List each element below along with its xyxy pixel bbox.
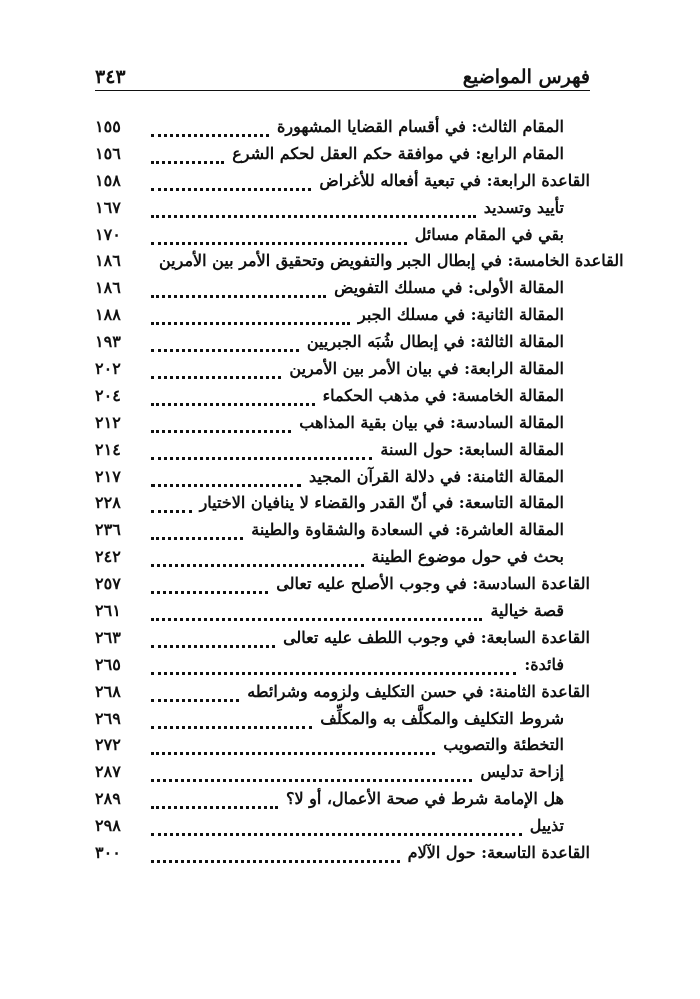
dot-leader <box>151 697 239 702</box>
toc-entry <box>95 356 590 383</box>
dot-leader <box>151 455 372 460</box>
dot-leader <box>151 428 291 433</box>
toc-entry-page-number: ٢٥٧ <box>95 574 121 594</box>
toc-entry-page-number: ٢٠٢ <box>95 359 121 379</box>
toc-entry-title: المقام الثالث: في أقسام القضايا المشهورة <box>276 117 564 136</box>
toc-entry-page-number: ٢١٢ <box>95 412 121 432</box>
toc-entry-title: القاعدة الخامسة: في إبطال الجبر والتفويض وتحقيق الأمر بين الأمرين <box>159 251 624 271</box>
toc-entry-title: تذييل <box>529 816 564 836</box>
dot-leader <box>151 374 281 379</box>
header-title: فهرس المواضيع <box>462 66 590 88</box>
toc-entry <box>95 464 590 491</box>
toc-entry-title: المقالة الرابعة: في بيان الأمر بين الأمرين <box>289 359 564 379</box>
toc-entry-page-number: ٢٠٤ <box>95 385 121 405</box>
dot-leader <box>151 804 278 809</box>
toc-entry <box>95 141 590 168</box>
dot-leader <box>151 401 315 406</box>
toc-entry-page-number: ٢١٧ <box>95 466 121 486</box>
toc-entry-title: المقالة الثانية: في مسلك الجبر <box>358 305 564 325</box>
toc-entry-page-number: ٢٦٨ <box>95 681 121 701</box>
toc-entry-page-number: ٢٤٢ <box>95 547 121 567</box>
toc-entry-title: المقالة الثالثة: في إبطال شُبَه الجبريين <box>306 332 564 352</box>
toc-entry-page-number: ٢٧٢ <box>95 735 121 755</box>
toc-entry <box>95 383 590 410</box>
dot-leader <box>151 320 350 325</box>
dot-leader <box>151 670 516 675</box>
toc-entry <box>95 222 590 249</box>
toc-entry-title: المقالة الثامنة: في دلالة القرآن المجيد <box>309 466 564 486</box>
toc-entry-title: القاعدة الثامنة: في حسن التكليف ولزومه وشرائطه <box>247 681 590 701</box>
dot-leader <box>151 293 326 298</box>
dot-leader <box>151 508 192 513</box>
dot-leader <box>151 535 243 540</box>
toc-entry-page-number: ٢٦١ <box>95 601 121 621</box>
toc-entry-title: بقي في المقام مسائل <box>414 224 564 244</box>
dot-leader <box>151 724 312 729</box>
toc-entry <box>95 544 590 571</box>
toc-entry-title: شروط التكليف والمكلَّف به والمكلِّف <box>320 708 564 728</box>
toc-entry-title: المقالة الخامسة: في مذهب الحكماء <box>322 385 564 405</box>
dot-leader <box>151 186 311 191</box>
toc-entry-title: القاعدة التاسعة: حول الآلام <box>407 843 590 863</box>
toc-entry-page-number: ٢٨٧ <box>95 762 121 782</box>
dot-leader <box>151 482 301 487</box>
toc-entry-page-number: ٢٦٥ <box>95 654 121 674</box>
toc-entry-page-number: ١٧٠ <box>95 224 121 244</box>
toc-entry-page-number: ٢٢٨ <box>95 493 121 513</box>
toc-entry-title: المقالة الأولى: في مسلك التفويض <box>334 278 564 298</box>
toc-entry-page-number: ١٩٣ <box>95 332 121 352</box>
toc-entry <box>95 517 590 544</box>
toc-entry <box>95 759 590 786</box>
dot-leader <box>151 750 435 755</box>
toc-entry-page-number: ٢٩٨ <box>95 816 121 836</box>
toc-entry <box>95 168 590 195</box>
toc-entry <box>95 571 590 598</box>
toc-entry-page-number: ٢١٤ <box>95 439 121 459</box>
toc-entry-page-number: ٣٠٠ <box>95 843 121 863</box>
toc-entry-title: فائدة: <box>524 654 564 674</box>
dot-leader <box>151 562 364 567</box>
toc-entry-page-number: ١٨٨ <box>95 305 121 325</box>
toc-entry-page-number: ٢٦٣ <box>95 627 121 647</box>
dot-leader <box>151 240 407 245</box>
toc-entry <box>95 840 590 867</box>
toc-entry-page-number: ١٦٧ <box>95 197 121 217</box>
toc-entry-title: التخطئة والتصويب <box>443 735 564 755</box>
toc-entry <box>95 813 590 840</box>
dot-leader <box>151 777 472 782</box>
toc-entry <box>95 437 590 464</box>
toc-entry-title: المقام الرابع: في موافقة حكم العقل لحكم الشرع <box>232 143 564 163</box>
toc-entry-title: القاعدة السادسة: في وجوب الأصلح عليه تعالى <box>276 574 590 594</box>
dot-leader <box>151 831 522 836</box>
toc-entry-page-number: ١٥٦ <box>95 143 121 163</box>
dot-leader <box>151 616 482 621</box>
header-rule <box>95 90 590 91</box>
dot-leader <box>151 132 269 137</box>
toc-entry-page-number: ٢٨٩ <box>95 789 121 809</box>
toc-entry <box>95 490 590 517</box>
toc-entry-title: المقالة السادسة: في بيان بقية المذاهب <box>299 412 564 432</box>
toc-entry-page-number: ١٨٦ <box>95 278 121 298</box>
dot-leader <box>151 213 476 218</box>
toc-entry <box>95 195 590 222</box>
toc-entry <box>95 625 590 652</box>
toc-entry-title: القاعدة السابعة: في وجوب اللطف عليه تعالى <box>283 627 590 647</box>
toc-entry-title: المقالة التاسعة: في أنّ القدر والقضاء لا ينافيان الاختيار <box>199 493 564 513</box>
toc-entry <box>95 679 590 706</box>
toc-entry-title: هل الإمامة شرط في صحة الأعمال، أو لا؟ <box>285 789 564 809</box>
toc-entry <box>95 652 590 679</box>
toc-entry-title: المقالة السابعة: حول السنة <box>380 439 564 459</box>
toc-entry-page-number: ١٨٦ <box>95 251 121 271</box>
toc-entry <box>95 410 590 437</box>
toc-entry <box>95 329 590 356</box>
toc-entry-title: القاعدة الرابعة: في تبعية أفعاله للأغراض <box>319 170 590 190</box>
dot-leader <box>151 858 400 863</box>
toc-entry-page-number: ٢٦٩ <box>95 708 121 728</box>
toc-entry-title: قصة خيالية <box>490 601 564 621</box>
toc-entry <box>95 114 590 141</box>
toc-entry-page-number: ٢٣٦ <box>95 520 121 540</box>
toc-entry-page-number: ١٥٥ <box>95 117 121 136</box>
toc-entry-title: بحث في حول موضوع الطينة <box>371 547 564 567</box>
dot-leader <box>151 643 275 648</box>
dot-leader <box>151 347 299 352</box>
toc-entry <box>95 302 590 329</box>
toc-entry <box>95 598 590 625</box>
toc-entry <box>95 248 624 275</box>
running-header <box>95 58 590 88</box>
toc-entry <box>95 732 590 759</box>
dot-leader <box>151 159 224 164</box>
toc-entry-title: إزاحة تدليس <box>480 762 564 782</box>
toc-entry-title: المقالة العاشرة: في السعادة والشقاوة والطينة <box>251 520 564 540</box>
toc-entry <box>95 275 590 302</box>
header-page-number: ٣٤٣ <box>95 66 126 88</box>
dot-leader <box>151 589 268 594</box>
toc-entry <box>95 786 590 813</box>
table-of-contents <box>95 114 624 867</box>
toc-entry-page-number: ١٥٨ <box>95 170 121 190</box>
toc-entry <box>95 706 590 733</box>
toc-entry-title: تأييد وتسديد <box>483 197 564 217</box>
